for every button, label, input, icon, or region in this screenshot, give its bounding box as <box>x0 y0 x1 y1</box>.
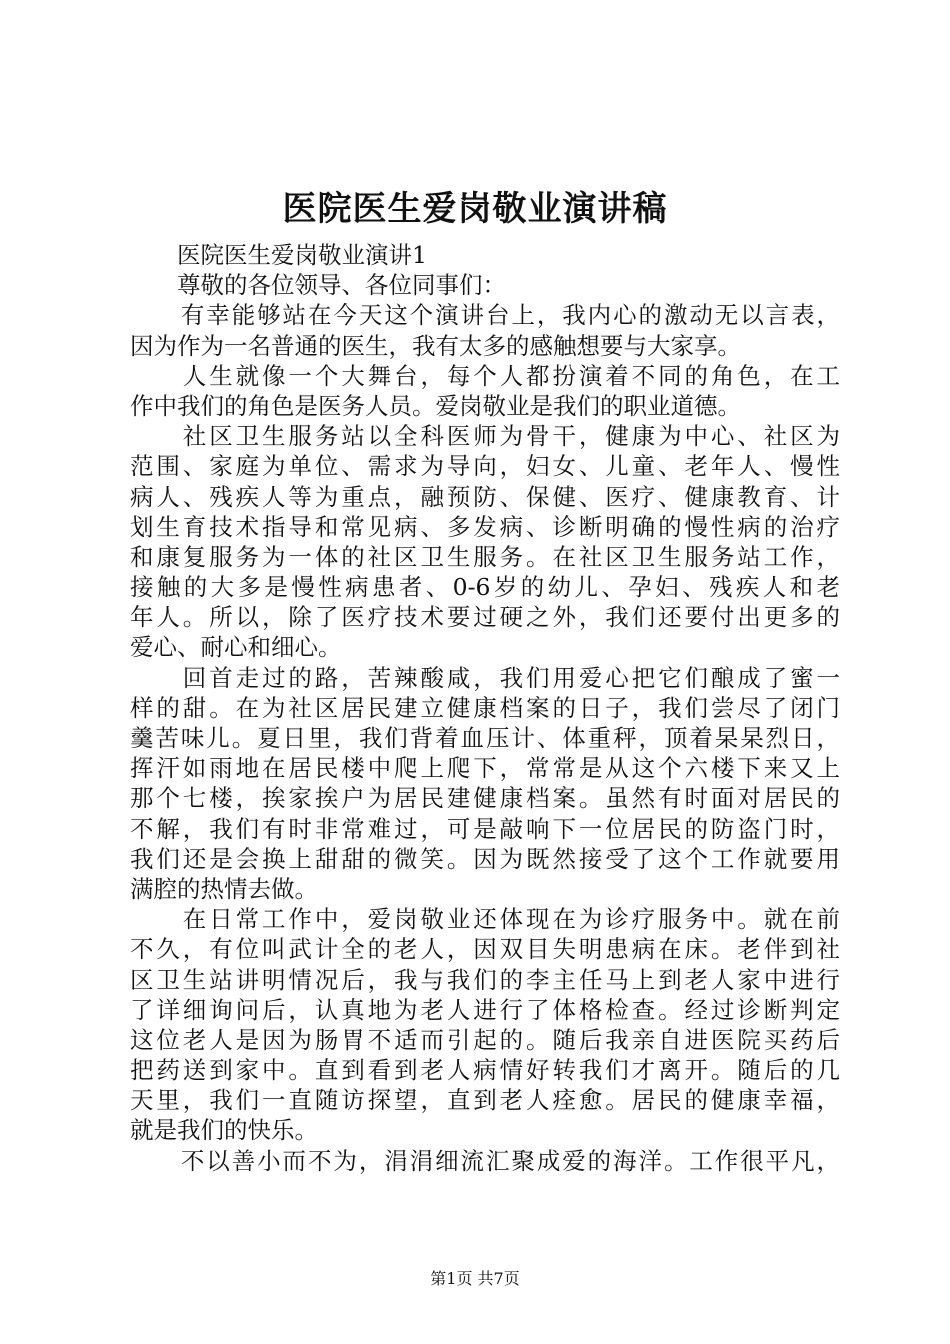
document-body <box>130 240 840 1176</box>
text-line: 我们还是会换上甜甜的微笑。因为既然接受了这个工作就要用 <box>130 844 840 873</box>
text-line: 满腔的热情去做。 <box>130 874 318 903</box>
text-line: 羹苦味儿。夏日里，我们背着血压计、体重秤，顶着杲杲烈日， <box>130 724 840 752</box>
text-line: 划生育技术指导和常见病、多发病、诊断明确的慢性病的治疗 <box>130 512 840 541</box>
text-line: 样的甜。在为社区居民建立健康档案的日子，我们尝尽了闭门 <box>130 693 840 722</box>
text-line: 不解，我们有时非常难过，可是敲响下一位居民的防盗门时， <box>130 814 840 843</box>
page-footer: 第1页 共7页 <box>430 1269 520 1288</box>
text-line: 尊敬的各位领导、各位同事们： <box>130 271 506 300</box>
text-line: 区卫生站讲明情况后，我与我们的李主任马上到老人家中进行 <box>130 965 840 994</box>
text-line: 那个七楼，挨家挨户为居民建健康档案。虽然有时面对居民的 <box>130 784 840 813</box>
text-line: 这位老人是因为肠胃不适而引起的。随后我亲自进医院买药后 <box>130 1025 840 1054</box>
text-line: 范围、家庭为单位、需求为导向，妇女、儿童、老年人、慢性 <box>130 452 840 481</box>
text-line: 年人。所以，除了医疗技术要过硬之外，我们还要付出更多的 <box>130 603 840 632</box>
text-line: 把药送到家中。直到看到老人病情好转我们才离开。随后的几 <box>130 1056 840 1085</box>
text-line: 人生就像一个大舞台，每个人都扮演着不同的角色，在工 <box>130 361 840 390</box>
text-line: 有幸能够站在今天这个演讲台上，我内心的激动无以言表， <box>130 301 840 330</box>
text-line: 天里，我们一直随访探望，直到老人痊愈。居民的健康幸福， <box>130 1086 840 1115</box>
text-line: 社区卫生服务站以全科医师为骨干，健康为中心、社区为 <box>130 422 840 451</box>
text-line: 不久，有位叫武计全的老人，因双目失明患病在床。老伴到社 <box>130 935 840 964</box>
text-line: 作中我们的角色是医务人员。爱岗敬业是我们的职业道德。 <box>130 391 741 420</box>
text-line: 病人、残疾人等为重点，融预防、保健、医疗、健康教育、计 <box>130 482 840 511</box>
text-line: 在日常工作中，爱岗敬业还体现在为诊疗服务中。就在前 <box>130 905 840 934</box>
text-line: 和康复服务为一体的社区卫生服务。在社区卫生服务站工作， <box>130 542 840 571</box>
text-line: 回首走过的路，苦辣酸咸，我们用爱心把它们酿成了蜜一 <box>130 663 840 692</box>
text-line: 了详细询问后，认真地为老人进行了体格检查。经过诊断判定 <box>130 995 840 1024</box>
text-line: 爱心、耐心和细心。 <box>130 633 342 662</box>
text-line: 挥汗如雨地在居民楼中爬上爬下，常常是从这个六楼下来又上 <box>130 754 840 783</box>
text-line: 不以善小而不为，涓涓细流汇聚成爱的海洋。工作很平凡， <box>130 1146 840 1175</box>
document-title: 医院医生爱岗敬业演讲稿 <box>282 189 668 229</box>
text-line: 因为作为一名普通的医生，我有太多的感触想要与大家享。 <box>130 331 741 360</box>
text-line: 接触的大多是慢性病患者、0-6岁的幼儿、孕妇、残疾人和老 <box>130 573 840 602</box>
text-line: 就是我们的快乐。 <box>130 1116 318 1145</box>
text-line: 医院医生爱岗敬业演讲1 <box>130 241 427 269</box>
